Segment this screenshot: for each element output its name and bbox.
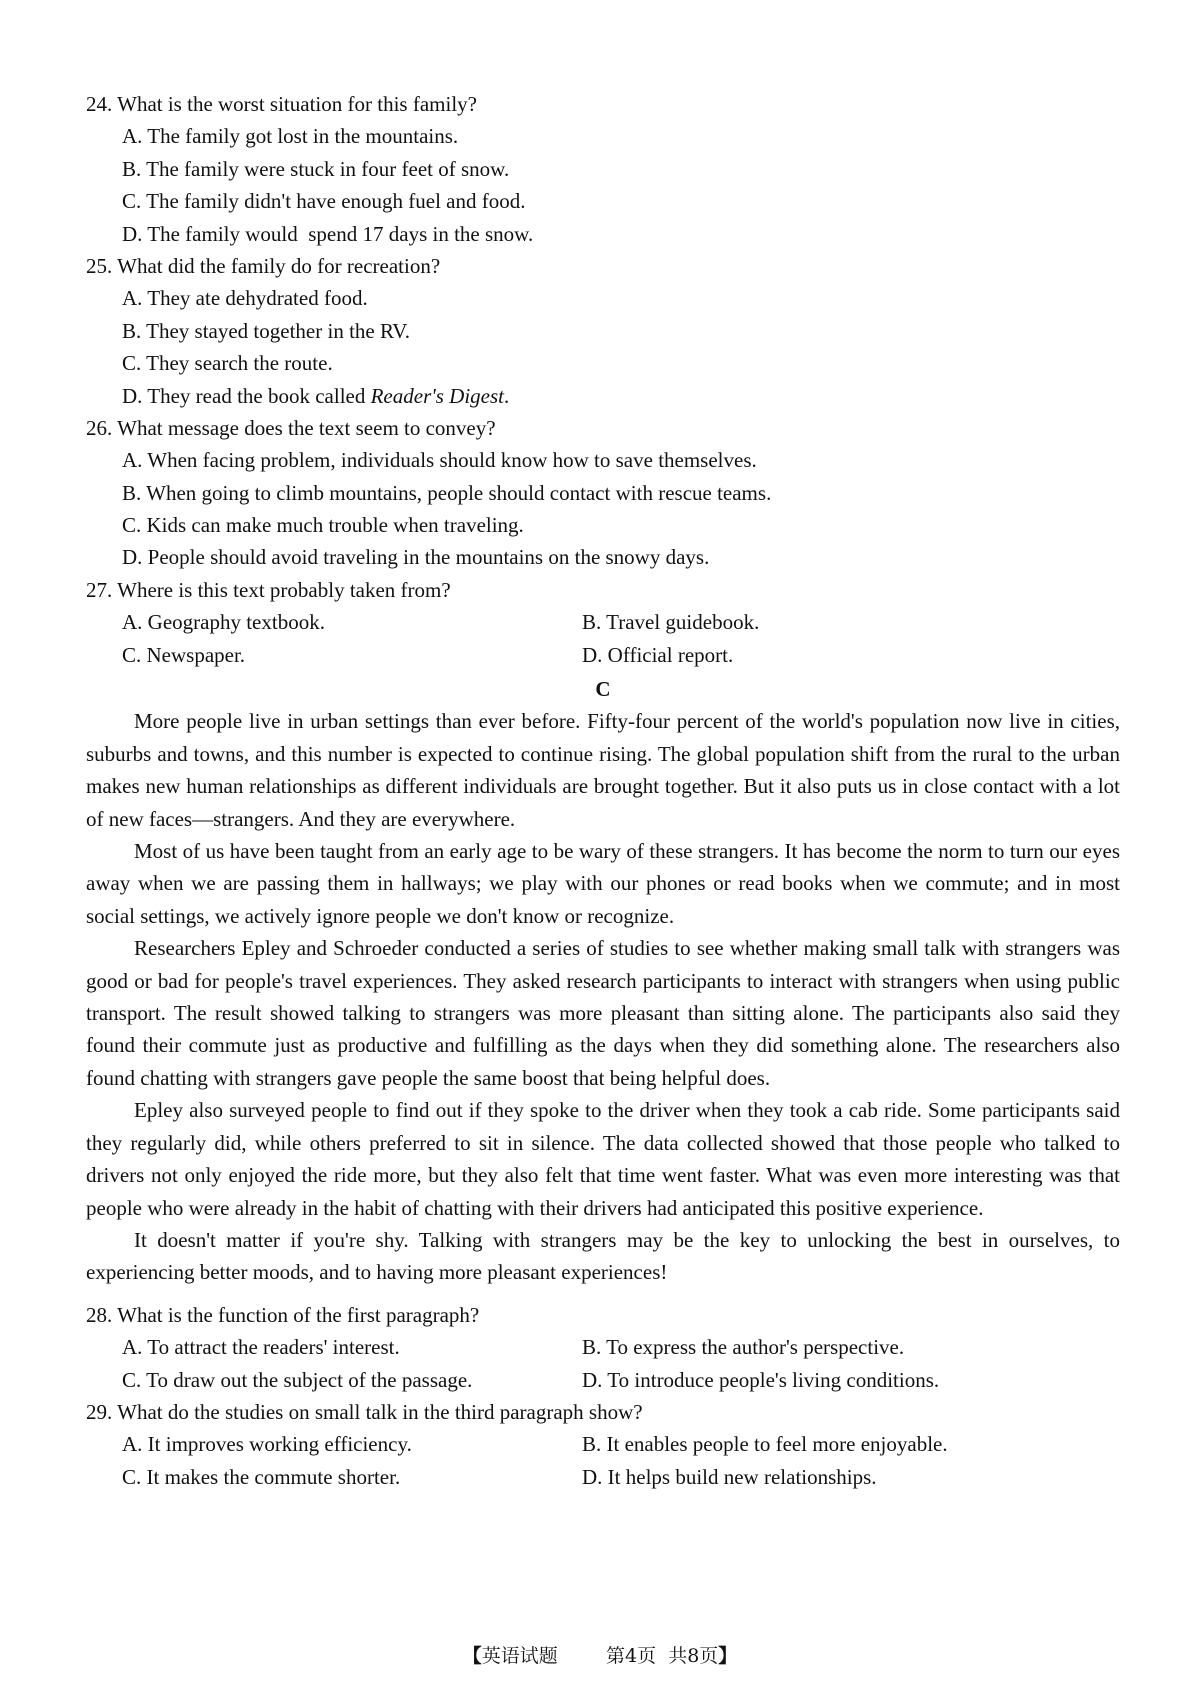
question-24 (86, 88, 1120, 250)
question-28 (86, 1299, 1120, 1396)
option-a: A. To attract the readers' interest. (122, 1335, 400, 1360)
question-25 (86, 250, 1120, 412)
option-a: A. The family got lost in the mountains. (122, 124, 459, 149)
footer-subject: 英语试题 (481, 1645, 558, 1667)
option-b: B. Travel guidebook. (582, 610, 760, 635)
option-b: B. The family were stuck in four feet of snow. (122, 156, 510, 181)
option-row (86, 1461, 1120, 1493)
option-c: C. Newspaper. (122, 642, 246, 667)
question-27 (86, 574, 1120, 671)
passage-paragraph-5: It doesn't matter if you're shy. Talking with strangers may be the key to unlocking the best in ourselves, to experiencing better moods, and to having more pleasant experiences! (86, 1227, 1120, 1285)
option-d: D. It helps build new relationships. (582, 1464, 877, 1489)
footer-open-bracket: 【 (462, 1645, 482, 1667)
question-stem: 27. Where is this text probably taken from? (86, 577, 451, 602)
option-c: C. They search the route. (122, 351, 333, 376)
passage-paragraph-3: Researchers Epley and Schroeder conducted a series of studies to see whether making small talk with strangers was good or bad for people's travel experiences. They asked research participants to interact with strangers when using public transport. The result showed talking to strangers was more pleasant than sitting alone. The participants also said they found their commute just as productive and fulfilling as the days when they did something alone. The researchers also found chatting with strangers gave people the same boost that being helpful does. (86, 936, 1120, 1090)
question-stem: 28. What is the function of the first paragraph? (86, 1302, 480, 1327)
option-a: A. When facing problem, individuals should know how to save themselves. (122, 448, 757, 473)
option-c: C. The family didn't have enough fuel and food. (122, 189, 526, 214)
page-footer (0, 1641, 1200, 1668)
question-stem: 29. What do the studies on small talk in the third paragraph show? (86, 1399, 643, 1424)
option-d: D. To introduce people's living conditions. (582, 1367, 940, 1392)
option-d: D. They read the book called Reader's Digest. (122, 383, 510, 408)
option-row (86, 606, 1120, 638)
option-c: C. Kids can make much trouble when traveling. (122, 513, 524, 538)
option-c: C. It makes the commute shorter. (122, 1464, 401, 1489)
passage-paragraph-2: Most of us have been taught from an early age to be wary of these strangers. It has become the norm to turn our eyes away when we are passing them in hallways; we play with our phones or read books when we commute; and in most social settings, we actively ignore people we don't know or recognize. (86, 839, 1120, 928)
option-d: D. The family would spend 17 days in the snow. (122, 221, 534, 246)
option-a: A. Geography textbook. (122, 610, 325, 635)
footer-close-bracket: 】 (718, 1645, 738, 1667)
option-c: C. To draw out the subject of the passage. (122, 1367, 473, 1392)
option-b: B. They stayed together in the RV. (122, 318, 411, 343)
question-26 (86, 412, 1120, 574)
option-row (86, 1428, 1120, 1460)
passage-paragraph-4: Epley also surveyed people to find out if they spoke to the driver when they took a cab ride. Some participants said they regularly did, while others preferred to sit in silence. The data collected showed that those people who talked to drivers not only enjoyed the ride more, but they also felt that time went faster. What was even more interesting was that people who were already in the habit of chatting with their drivers had anticipated this positive experience. (86, 1098, 1120, 1220)
option-b: B. When going to climb mountains, people should contact with rescue teams. (122, 480, 772, 505)
section-title: C (595, 677, 611, 702)
question-stem: 26. What message does the text seem to convey? (86, 415, 496, 440)
question-stem: 25. What did the family do for recreation? (86, 253, 441, 278)
question-stem: 24. What is the worst situation for this family? (86, 92, 477, 116)
option-d: D. People should avoid traveling in the mountains on the snowy days. (122, 545, 710, 570)
option-a: A. They ate dehydrated food. (122, 286, 368, 311)
option-b: B. To express the author's perspective. (582, 1335, 905, 1360)
option-row (86, 1364, 1120, 1396)
option-b: B. It enables people to feel more enjoyable. (582, 1432, 948, 1457)
question-29 (86, 1396, 1120, 1493)
option-d: D. Official report. (582, 642, 734, 667)
exam-page (86, 88, 1120, 1493)
book-title: Reader's Digest (370, 383, 504, 408)
reading-passage (86, 705, 1120, 1288)
footer-page-info: 第4页 共8页 (606, 1645, 719, 1667)
option-row (86, 639, 1120, 671)
option-row (86, 1331, 1120, 1363)
option-a: A. It improves working efficiency. (122, 1432, 412, 1457)
passage-paragraph-1: More people live in urban settings than ever before. Fifty-four percent of the world's population now live in cities, suburbs and towns, and this number is expected to continue rising. The global population shift from the rural to the urban makes new human relationships as different individuals are brought together. But it also puts us in close contact with a lot of new faces—strangers. And they are everywhere. (86, 709, 1120, 831)
